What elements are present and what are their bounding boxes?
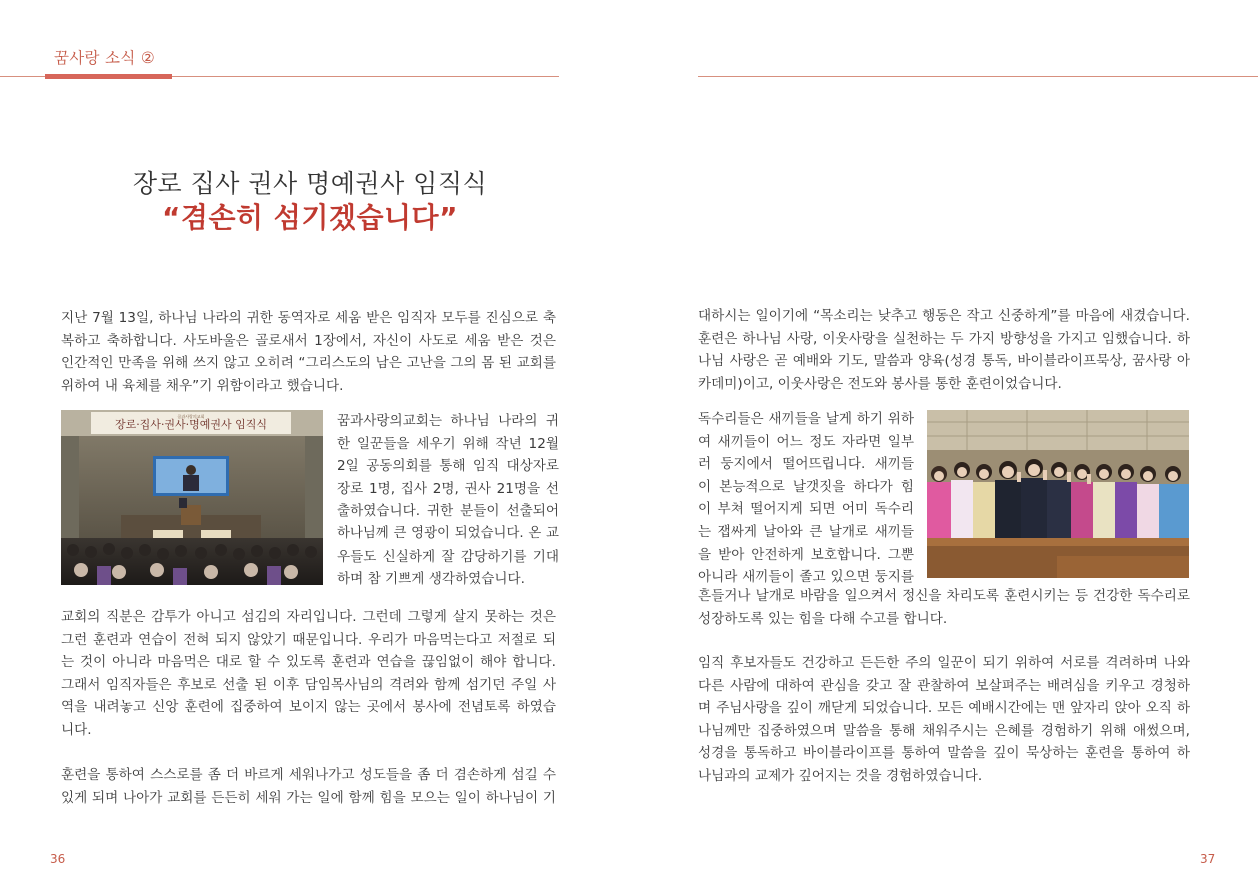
text-line: 지난 7월 13일, 하나님 나라의 귀한 동역자로 세움 받은 임직자 모두를 진심으로 축 <box>61 310 556 326</box>
page-number-right: 37 <box>1200 852 1216 866</box>
text-line: 러 둥지에서 떨어뜨립니다. 새끼들 <box>698 456 914 473</box>
right-paragraph-2-full <box>698 585 1190 630</box>
left-paragraph-1 <box>61 307 556 397</box>
left-paragraph-2 <box>337 410 559 591</box>
text-line: 위하여 내 육체를 채우”기 위함이라고 했습니다. <box>61 377 344 394</box>
text-line: 니다. <box>61 721 92 738</box>
text-line: 그런 훈련과 연습이 전혀 되지 않았기 때문입니다. 우리가 마음먹는다고 저절로 되 <box>61 631 556 648</box>
right-paragraph-3 <box>698 652 1190 788</box>
text-line: 우들도 신실하게 잘 감당하기를 기대 <box>337 548 559 565</box>
text-line: 다른 사람에 대하여 관심을 갖고 잘 관찰하여 보살펴주는 배려심을 키우고 경청하 <box>698 677 1190 694</box>
text-line: 아니라 새끼들이 졸고 있으면 둥지를 <box>698 569 914 586</box>
text-line: 며 주님사랑을 깊이 깨닫게 되었습니다. 모든 예배시간에는 맨 앞자리 앉아 오직 하 <box>698 700 1190 717</box>
text-line: 독수리들은 새끼들을 날게 하기 위하 <box>698 411 914 427</box>
text-line: 을 받아 안전하게 보호합니다. 그뿐 <box>698 546 914 563</box>
text-line: 나님 사랑은 곧 예배와 기도, 말씀과 양육(성경 통독, 바이블라이프묵상, 꿈사랑 아 <box>698 353 1190 370</box>
text-line: 훈련을 통하여 스스로를 좀 더 바르게 세워나가고 성도들을 좀 더 겸손하게 섬길 수 <box>61 767 556 783</box>
text-line: 2일 공동의회를 통해 임직 대상자로 <box>337 458 559 475</box>
text-line: 복하고 축하합니다. 사도바울은 골로새서 1장에서, 자신이 사도로 세움 받은 것은 <box>61 332 556 349</box>
text-line: 한 일꾼들을 세우기 위해 작년 12월 <box>337 435 559 452</box>
header-rule-right <box>698 76 1258 77</box>
header-rule-accent <box>45 74 172 79</box>
photo-banner-text: 장로·집사·권사·명예권사 임직식 <box>114 418 268 431</box>
left-paragraph-4 <box>61 764 556 809</box>
text-line: 는 잽싸게 날아와 큰 날개로 새끼들 <box>698 523 914 540</box>
ordinands-vow-photo <box>927 410 1189 578</box>
text-line: 있게 되며 나아가 교회를 든든히 세워 가는 일에 함께 힘을 모으는 일이 하나님이 기 <box>61 789 556 806</box>
text-line: 하며 참 기쁘게 생각하였습니다. <box>337 571 525 588</box>
text-line: 이 본능적으로 날갯짓을 하다가 힘 <box>698 478 914 495</box>
text-line: 나님께만 집중하였으며 말씀을 통해 채워주시는 은혜를 경험하기 위해 애썼으며, <box>698 722 1190 739</box>
text-line: 는 것이 아니라 마음먹은 대로 할 수 있도록 훈련과 연습을 끊임없이 해야 합니다. <box>61 654 556 671</box>
text-line: 교회의 직분은 감투가 아니고 섬김의 자리입니다. 그런데 그렇게 살지 못하는 것은 <box>61 609 556 625</box>
text-line: 이 부쳐 떨어지게 되면 어미 독수리 <box>698 501 914 518</box>
text-line: 흔들거나 날개로 바람을 일으켜서 정신을 차리도록 훈련시키는 등 건강한 독수리로 <box>698 588 1190 604</box>
photo-banner-small: 꿈과사랑의교회 <box>177 414 205 419</box>
text-line: 출하였습니다. 귀한 분들이 선출되어 <box>337 503 559 520</box>
text-line: 그래서 임직자들은 후보로 선출 된 이후 담임목사님의 격려와 함께 섬기던 주일 사 <box>61 676 556 693</box>
right-paragraph-1 <box>698 305 1190 395</box>
text-line: 여 새끼들이 어느 정도 자라면 일부 <box>698 433 914 450</box>
text-line: 성경을 통독하고 바이블라이프를 통하여 말씀을 깊이 묵상하는 훈련을 통하여 하 <box>698 745 1190 762</box>
page-number-left: 36 <box>50 852 66 866</box>
text-line: 역을 내려놓고 신앙 훈련에 집중하여 보이지 않는 곳에서 봉사에 전념토록 하였습 <box>61 699 556 716</box>
article-title: 장로 집사 권사 명예권사 임직식 <box>132 169 488 198</box>
text-line: 장로 1명, 집사 2명, 권사 21명을 선 <box>337 480 559 497</box>
article-subtitle: “겸손히 섬기겠습니다” <box>162 201 458 234</box>
text-line: 훈련은 하나님 사랑, 이웃사랑을 실천하는 두 가지 방향성을 가지고 임했습니다. 하 <box>698 330 1190 347</box>
text-line: 대하시는 일이기에 “목소리는 낮추고 행동은 작고 신중하게”를 마음에 새겼습니다. <box>698 308 1190 324</box>
ceremony-auditorium-photo <box>61 410 323 585</box>
text-line: 나님과의 교제가 깊어지는 것을 경험하였습니다. <box>698 767 983 784</box>
text-line: 인간적인 만족을 위해 쓰지 않고 오히려 “그리스도의 남은 고난을 그의 몸 된 교회를 <box>61 355 556 372</box>
text-line: 성장하도록 있는 힘을 다해 수고를 합니다. <box>698 610 948 627</box>
left-paragraph-3 <box>61 606 556 742</box>
text-line: 카데미)이고, 이웃사랑은 전도와 봉사를 통한 훈련이었습니다. <box>698 375 1062 392</box>
right-paragraph-2-wrap <box>698 408 914 589</box>
text-line: 꿈과사랑의교회는 하나님 나라의 귀 <box>337 413 559 429</box>
section-label: 꿈사랑 소식 ② <box>54 49 156 67</box>
text-line: 하나님께 큰 영광이 되었습니다. 온 교 <box>337 525 559 541</box>
text-line: 임직 후보자들도 건강하고 든든한 주의 일꾼이 되기 위하여 서로를 격려하며 나와 <box>698 655 1190 671</box>
